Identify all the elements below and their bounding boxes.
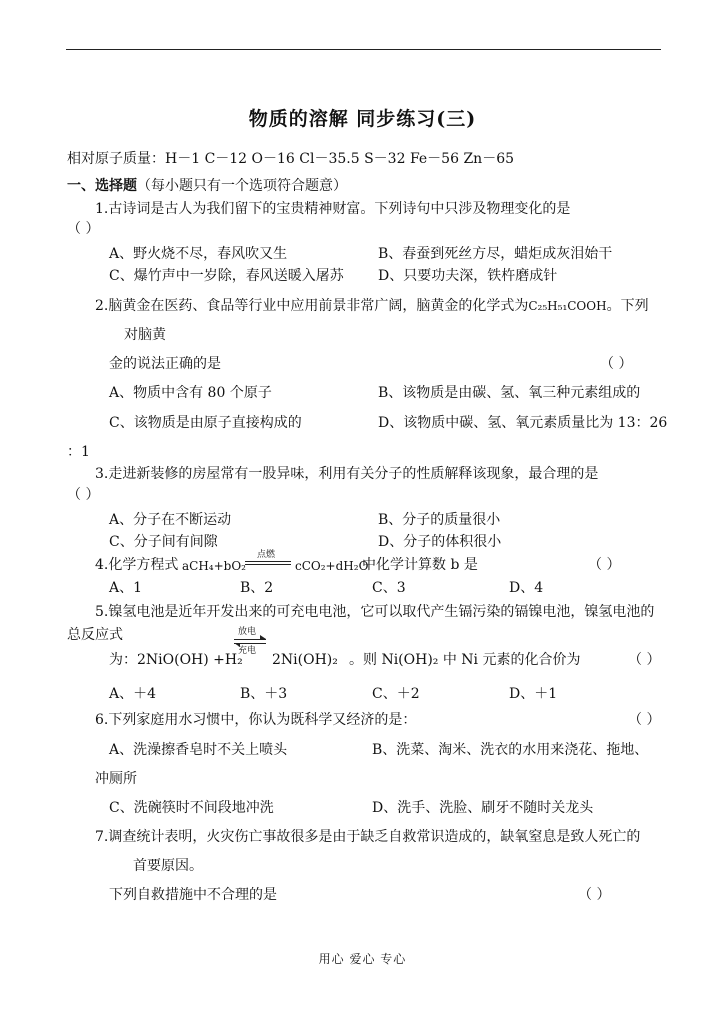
q2-stem <box>95 297 649 315</box>
q4-option-b: B、2 <box>240 580 274 596</box>
q2-option-a: A、物质中含有 80 个原子 <box>109 385 272 401</box>
page-title: 物质的溶解 同步练习(三) <box>248 108 477 130</box>
q2-answer-paren: （ ） <box>600 356 633 372</box>
q7-stem-line2: 首要原因。 <box>133 858 203 874</box>
q2-stem-post: 。下列 <box>606 298 649 314</box>
q2-stem-line2: 对脑黄 <box>124 327 166 343</box>
q7-stem: 7.调查统计表明，火灾伤亡事故很多是由于缺乏自救常识造成的，缺氧窒息是致人死亡的 <box>95 829 641 845</box>
q3-option-d: D、分子的体积很小 <box>378 534 502 550</box>
q3-answer-paren: （ ） <box>67 487 100 503</box>
q5-stem-line3-post: 。则 Ni(OH)₂ 中 Ni 元素的化合价为 <box>349 652 581 668</box>
q6-option-c: C、洗碗筷时不间段地冲洗 <box>109 800 274 816</box>
q6-answer-paren: （ ） <box>628 712 661 728</box>
q6-stem: 6.下列家庭用水习惯中，你认为既科学又经济的是： <box>95 712 417 728</box>
section-note: （每小题只有一个选项符合题意） <box>137 178 347 194</box>
q5-option-a: A、＋4 <box>109 686 157 702</box>
q2-stem-line3: 金的说法正确的是 <box>109 356 221 372</box>
q5-stem-line3-pre: 为：2NiO(OH) +H₂ <box>109 652 243 668</box>
q3-option-c: C、分子间有间隙 <box>109 534 218 550</box>
q5-option-c: C、＋2 <box>372 686 420 702</box>
q4-equation-lhs: aCH₄+bO₂ <box>182 559 246 573</box>
q2-formula: C₂₅H₅₁COOH <box>528 299 607 313</box>
q5-stem: 5.镍氢电池是近年开发出来的可充电电池，它可以取代产生镉污染的镉镍电池，镍氢电池的 <box>95 604 655 620</box>
q6-option-a: A、洗澡擦香皂时不关上喷头 <box>109 742 288 758</box>
q1-stem: 1.古诗词是古人为我们留下的宝贵精神财富。下列诗句中只涉及物理变化的是 <box>95 201 571 217</box>
q2-option-d-tail: ：1 <box>67 444 90 460</box>
section-heading <box>67 177 347 195</box>
q4-option-a: A、1 <box>109 580 143 596</box>
q1-option-d: D、只要功夫深，铁杵磨成针 <box>378 268 558 284</box>
q1-option-a: A、野火烧不尽，春风吹又生 <box>109 246 288 262</box>
q5-equation-rhs: 2Ni(OH)₂ <box>272 652 338 668</box>
q5-stem-line2: 总反应式 <box>67 627 123 643</box>
q4-stem-pre: 4.化学方程式 <box>95 557 179 573</box>
q6-option-b-tail: 冲厕所 <box>95 771 137 787</box>
q2-option-c: C、该物质是由原子直接构成的 <box>109 415 302 431</box>
q5-answer-paren: （ ） <box>628 652 661 668</box>
q1-option-c: C、爆竹声中一岁除，春风送暖入屠苏 <box>109 268 344 284</box>
q1-answer-paren: （ ） <box>67 221 100 237</box>
q2-stem-pre: 2.脑黄金在医药、食品等行业中应用前景非常广阔，脑黄金的化学式为 <box>95 298 529 314</box>
q6-option-d: D、洗手、洗脸、刷牙不随时关龙头 <box>372 800 594 816</box>
q5-reversible-arrow <box>232 627 268 657</box>
atomic-mass-line: 相对原子质量：H－1 C－12 O－16 Cl－35.5 S－32 Fe－56 Zn－65 <box>67 151 515 167</box>
q3-option-b: B、分子的质量很小 <box>378 512 501 528</box>
q5-discharge-label: 放电 <box>238 627 257 637</box>
q6-option-b: B、洗菜、淘米、洗衣的水用来浇花、拖地、 <box>372 742 649 758</box>
header-rule <box>66 49 661 50</box>
q5-option-b: B、＋3 <box>240 686 288 702</box>
section-title: 一、选择题 <box>67 178 137 194</box>
q4-stem-post: 中化学计算数 b 是 <box>362 557 478 573</box>
q4-equation-rhs: cCO₂+dH₂O <box>295 559 369 573</box>
q7-answer-paren: （ ） <box>578 887 611 903</box>
q2-option-d: D、该物质中碳、氢、氧元素质量比为 13：26 <box>378 415 668 431</box>
q3-option-a: A、分子在不断运动 <box>109 512 232 528</box>
q3-stem: 3.走进新装修的房屋常有一股异味，利用有关分子的性质解释该现象，最合理的是 <box>95 466 599 482</box>
q5-option-d: D、＋1 <box>509 686 558 702</box>
page-footer: 用心 爱心 专心 <box>318 952 407 966</box>
q2-option-b: B、该物质是由碳、氢、氧三种元素组成的 <box>378 385 641 401</box>
q4-option-d: D、4 <box>509 580 544 596</box>
q4-condition: 点燃 <box>257 550 276 560</box>
q7-stem-line3: 下列自救措施中不合理的是 <box>109 887 277 903</box>
q4-option-c: C、3 <box>372 580 406 596</box>
q1-option-b: B、春蚕到死丝方尽，蜡炬成灰泪始干 <box>378 246 613 262</box>
q4-reaction-arrow <box>243 550 293 570</box>
q5-charge-label: 充电 <box>238 646 257 656</box>
q4-answer-paren: （ ） <box>588 557 621 573</box>
